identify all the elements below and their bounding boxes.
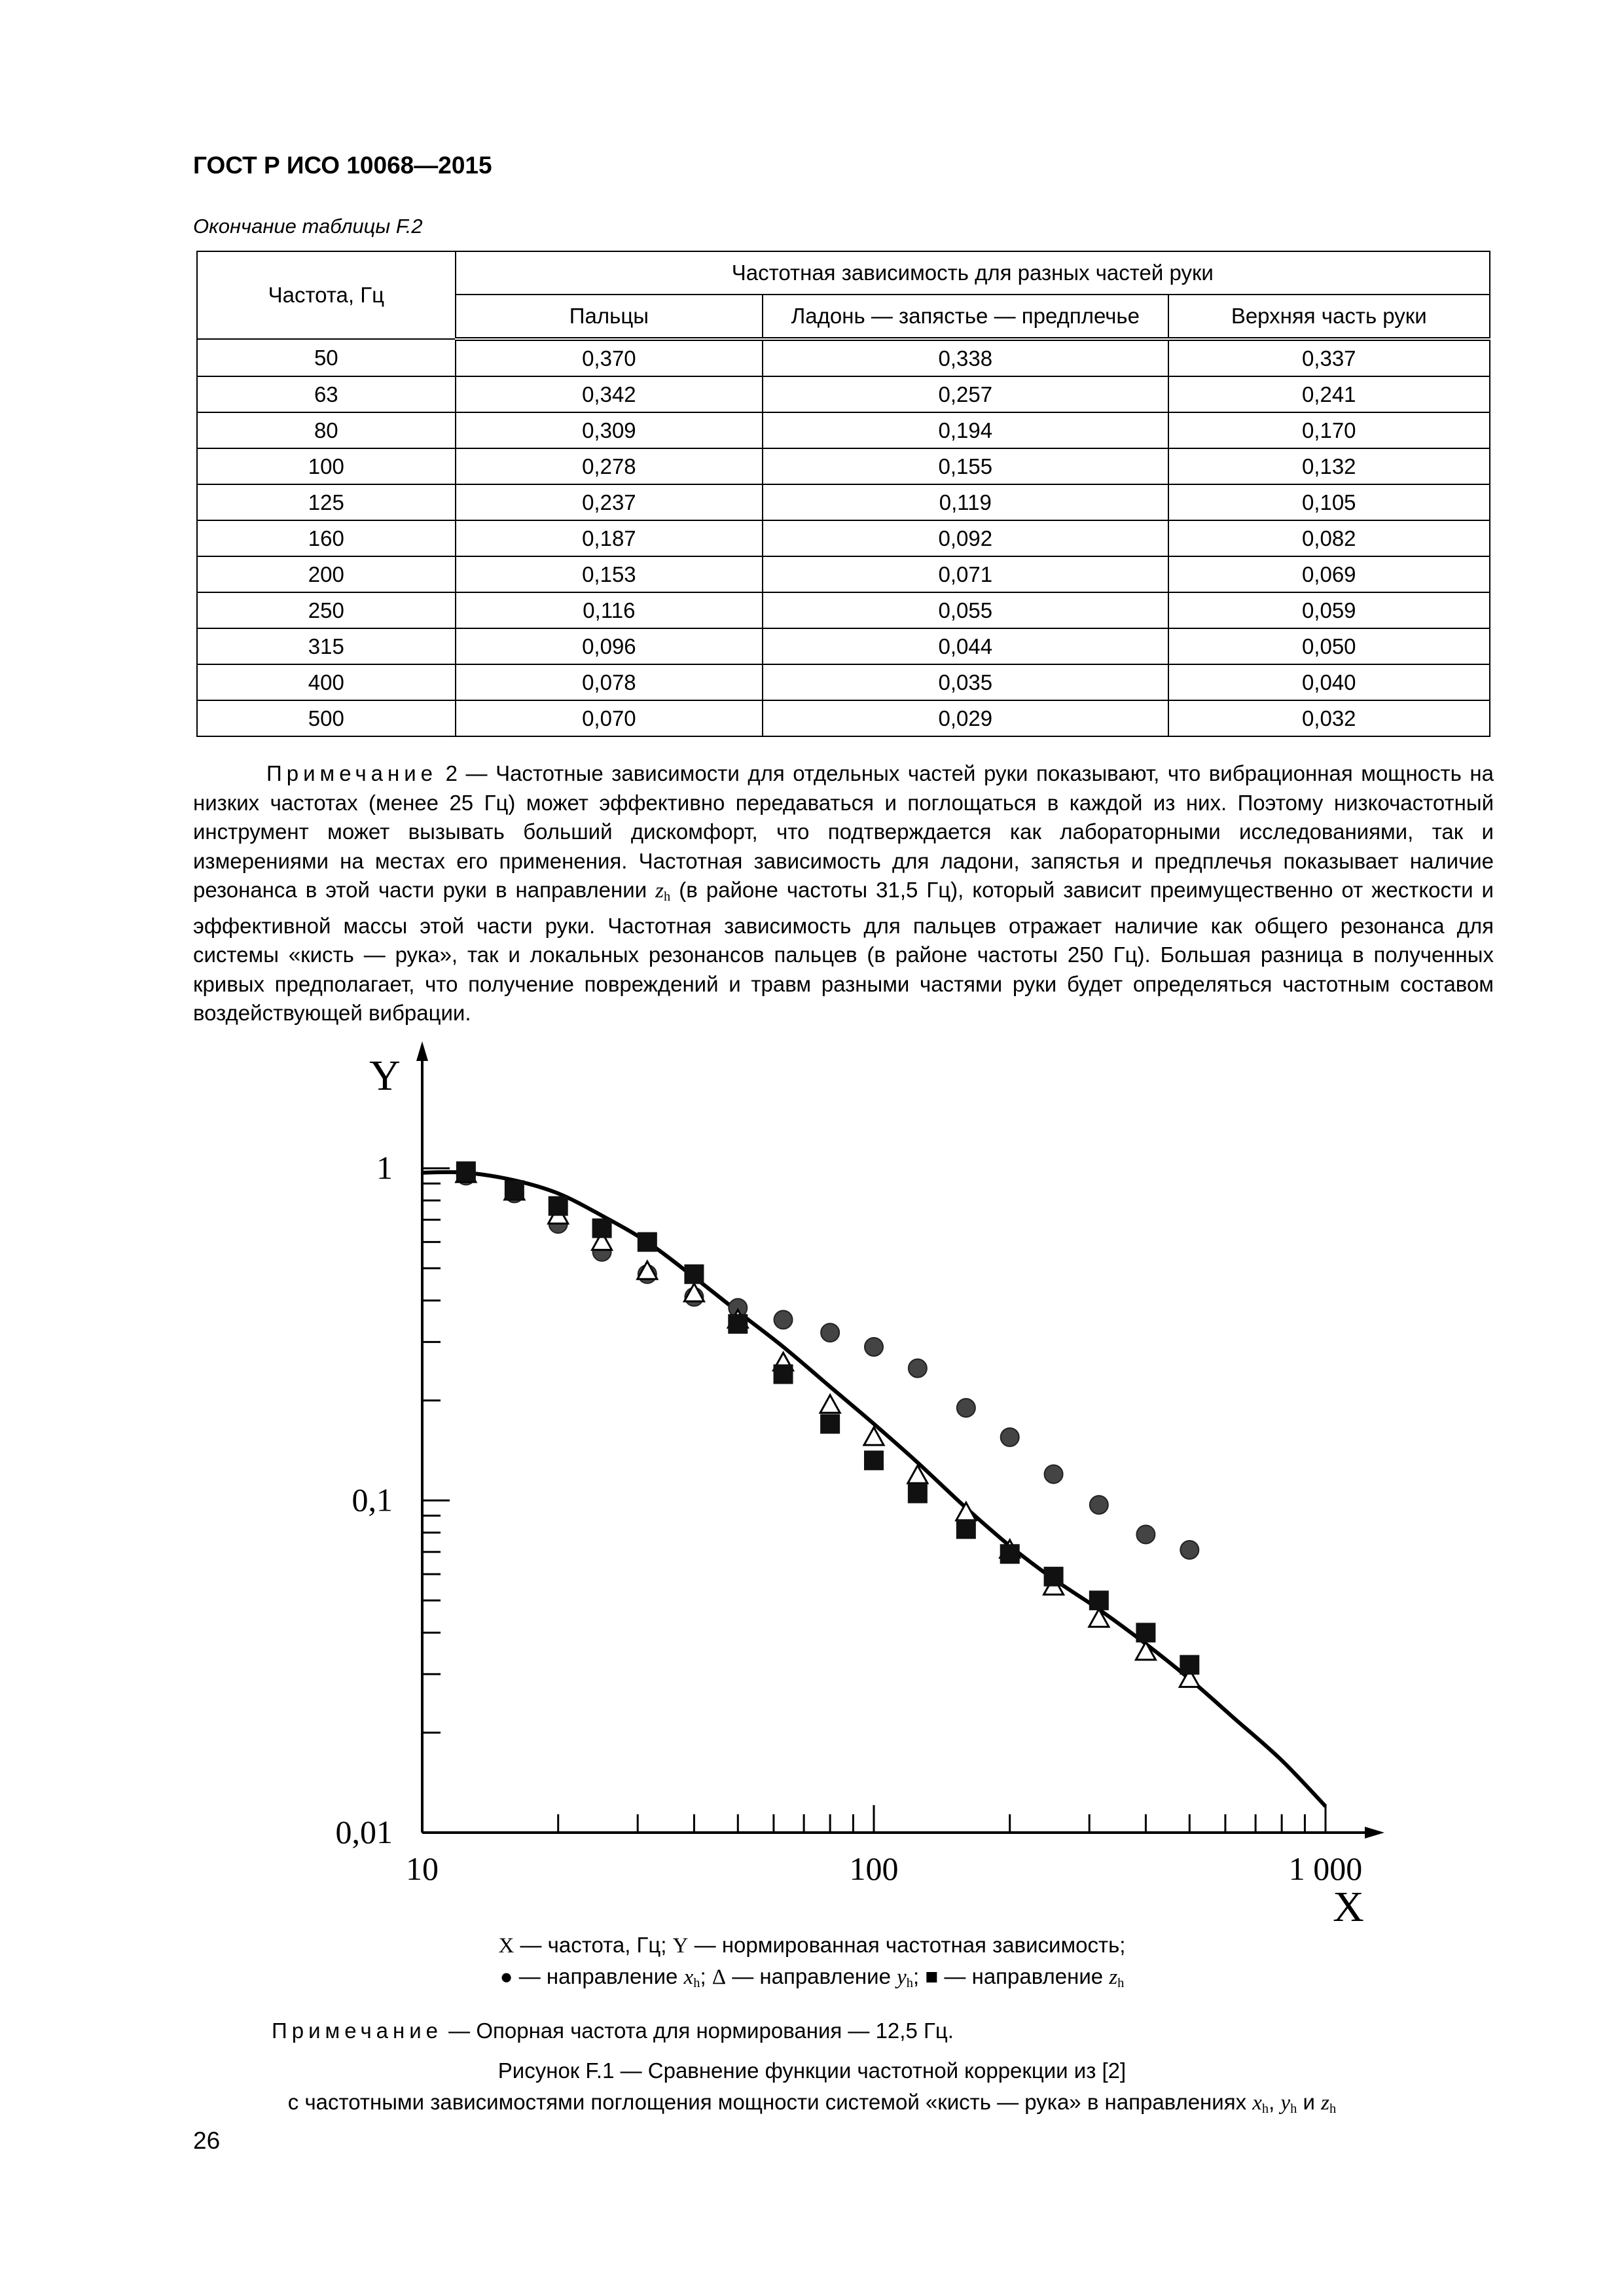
cell-upper-arm: 0,032 xyxy=(1168,700,1490,736)
cell-palm: 0,092 xyxy=(763,520,1168,556)
table-row xyxy=(197,448,1490,484)
point-zh xyxy=(864,1450,884,1470)
point-yh xyxy=(1089,1609,1109,1626)
x-tick-label: 10 xyxy=(406,1850,439,1887)
cell-palm: 0,338 xyxy=(763,339,1168,376)
point-xh xyxy=(821,1323,839,1342)
table-row xyxy=(197,664,1490,700)
cell-upper-arm: 0,050 xyxy=(1168,628,1490,664)
cell-frequency: 200 xyxy=(197,556,456,592)
point-xh xyxy=(1180,1541,1199,1559)
point-zh xyxy=(592,1219,612,1238)
caption-x-sub: h xyxy=(1261,2102,1269,2117)
header-palm: Ладонь — запястье — предплечье xyxy=(763,295,1168,339)
y-tick-label: 1 xyxy=(376,1149,393,1186)
legend-triangle-text: — направление xyxy=(726,1964,897,1988)
point-zh xyxy=(728,1314,748,1334)
cell-upper-arm: 0,105 xyxy=(1168,484,1490,520)
point-zh xyxy=(956,1519,976,1539)
table-row xyxy=(197,628,1490,664)
point-zh xyxy=(505,1180,524,1200)
table-row xyxy=(197,339,1490,376)
caption-y-sub: h xyxy=(1290,2102,1297,2117)
point-zh xyxy=(1136,1623,1155,1642)
note-symbol: z xyxy=(655,879,664,903)
cell-palm: 0,035 xyxy=(763,664,1168,700)
cell-palm: 0,155 xyxy=(763,448,1168,484)
legend-y-letter: y xyxy=(897,1965,907,1989)
document-header: ГОСТ Р ИСО 10068—2015 xyxy=(193,152,492,179)
y-axis-letter: Y xyxy=(369,1052,401,1100)
cell-upper-arm: 0,170 xyxy=(1168,412,1490,448)
legend-y-text: — нормированная частотная зависимость; xyxy=(688,1933,1126,1957)
cell-fingers: 0,153 xyxy=(456,556,763,592)
table-row xyxy=(197,412,1490,448)
figure-caption-line-2 xyxy=(0,2090,1624,2117)
legend-line-2 xyxy=(0,1964,1624,1991)
table-row xyxy=(197,700,1490,736)
cell-frequency: 100 xyxy=(197,448,456,484)
cell-fingers: 0,237 xyxy=(456,484,763,520)
legend-square-symbol: ■ xyxy=(925,1964,939,1988)
cell-fingers: 0,187 xyxy=(456,520,763,556)
cell-fingers: 0,278 xyxy=(456,448,763,484)
note-text-part1: 2 — Частотные зависимости для отдельных частей руки показывают, что вибрационная мощность на низких частотах (менее 25 Гц) может эффективно передаваться и поглощаться в каждой из них. Поэтому низкочастотный инструмент может вызывать больший дискомфорт, что подтверждается как лабораторными исследованиями, так и измерениями на местах его применения. Частотная зависимость для ладони, запястья и предплечья показывает наличие резонанса в этой части руки в направлении xyxy=(193,761,1494,902)
point-xh xyxy=(957,1399,975,1417)
legend-line-1 xyxy=(0,1933,1624,1958)
point-xh xyxy=(865,1338,883,1356)
cell-fingers: 0,116 xyxy=(456,592,763,628)
page-number: 26 xyxy=(193,2127,221,2154)
y-tick-label: 0,01 xyxy=(335,1814,393,1850)
cell-frequency: 315 xyxy=(197,628,456,664)
caption-comma: , xyxy=(1269,2090,1281,2114)
table-row xyxy=(197,556,1490,592)
cell-upper-arm: 0,132 xyxy=(1168,448,1490,484)
chart-points xyxy=(456,1161,1199,1687)
caption-z-letter: z xyxy=(1321,2091,1329,2115)
table-row xyxy=(197,520,1490,556)
cell-palm: 0,044 xyxy=(763,628,1168,664)
legend-x-symbol: X xyxy=(498,1934,514,1958)
table-row xyxy=(197,592,1490,628)
cell-fingers: 0,309 xyxy=(456,412,763,448)
point-xh xyxy=(1136,1525,1155,1543)
y-tick-label: 0,1 xyxy=(352,1481,393,1518)
note-symbol-sub: h xyxy=(664,889,671,905)
point-xh xyxy=(774,1310,793,1329)
frequency-table xyxy=(196,251,1490,737)
chart-ticks xyxy=(422,1168,1326,1833)
point-zh xyxy=(1000,1544,1020,1564)
figure-note-label: Примечание xyxy=(272,2018,443,2043)
cell-frequency: 125 xyxy=(197,484,456,520)
x-axis-letter: X xyxy=(1333,1883,1364,1928)
x-tick-label: 100 xyxy=(849,1850,899,1887)
cell-palm: 0,071 xyxy=(763,556,1168,592)
point-zh xyxy=(638,1232,657,1252)
cell-fingers: 0,070 xyxy=(456,700,763,736)
legend-y-sub: h xyxy=(906,1976,913,1991)
table-row xyxy=(197,484,1490,520)
table-caption: Окончание таблицы F.2 xyxy=(193,215,423,238)
legend-x-letter: x xyxy=(683,1965,694,1989)
cell-frequency: 500 xyxy=(197,700,456,736)
cell-palm: 0,194 xyxy=(763,412,1168,448)
cell-palm: 0,029 xyxy=(763,700,1168,736)
caption-x-letter: x xyxy=(1252,2091,1262,2115)
header-frequency: Частота, Гц xyxy=(197,251,456,339)
cell-palm: 0,055 xyxy=(763,592,1168,628)
cell-palm: 0,119 xyxy=(763,484,1168,520)
x-axis-arrow xyxy=(1365,1827,1384,1839)
cell-frequency: 250 xyxy=(197,592,456,628)
note-2 xyxy=(193,759,1494,1028)
legend-circle-symbol: ● xyxy=(499,1964,513,1988)
legend-circle-text: — направление xyxy=(513,1964,684,1988)
point-xh xyxy=(909,1359,927,1378)
legend-x-text: — частота, Гц; xyxy=(514,1933,673,1957)
point-zh xyxy=(1180,1655,1199,1675)
point-zh xyxy=(684,1265,704,1284)
header-upper-arm: Верхняя часть руки xyxy=(1168,295,1490,339)
point-zh xyxy=(549,1196,568,1216)
cell-fingers: 0,096 xyxy=(456,628,763,664)
table-row xyxy=(197,376,1490,412)
legend-z-sub: h xyxy=(1117,1976,1125,1991)
figure-caption-text: с частотными зависимостями поглощения мощности системой «кисть — рука» в направлениях xyxy=(287,2090,1253,2114)
caption-and: и xyxy=(1297,2090,1322,2114)
cell-upper-arm: 0,337 xyxy=(1168,339,1490,376)
figure-note xyxy=(272,2018,954,2043)
caption-y-letter: y xyxy=(1280,2091,1291,2115)
header-group: Частотная зависимость для разных частей руки xyxy=(456,251,1490,295)
chart-axes xyxy=(416,1041,1384,1839)
point-zh xyxy=(774,1365,793,1384)
cell-frequency: 160 xyxy=(197,520,456,556)
legend-z-letter: z xyxy=(1109,1965,1118,1989)
point-xh xyxy=(1090,1496,1108,1514)
legend-sep-2: ; xyxy=(912,1964,926,1988)
point-zh xyxy=(456,1161,476,1181)
x-tick-label: 1 000 xyxy=(1288,1850,1363,1887)
point-zh xyxy=(1089,1590,1109,1610)
figure-caption-line-1: Рисунок F.1 — Сравнение функции частотной коррекции из [2] xyxy=(497,2058,1127,2083)
point-xh xyxy=(1045,1465,1063,1483)
cell-upper-arm: 0,059 xyxy=(1168,592,1490,628)
chart-labels xyxy=(336,1052,1364,1928)
cell-upper-arm: 0,069 xyxy=(1168,556,1490,592)
cell-frequency: 50 xyxy=(197,339,456,376)
cell-palm: 0,257 xyxy=(763,376,1168,412)
legend-sep-1: ; xyxy=(700,1964,712,1988)
cell-upper-arm: 0,082 xyxy=(1168,520,1490,556)
point-xh xyxy=(1001,1428,1019,1446)
header-fingers: Пальцы xyxy=(456,295,763,339)
cell-frequency: 80 xyxy=(197,412,456,448)
cell-frequency: 63 xyxy=(197,376,456,412)
caption-z-sub: h xyxy=(1329,2102,1337,2117)
note-label: Примечание xyxy=(266,761,438,785)
point-zh xyxy=(820,1414,840,1434)
point-zh xyxy=(908,1484,928,1503)
legend-triangle-symbol: Δ xyxy=(712,1965,727,1989)
table-body xyxy=(197,339,1490,736)
point-zh xyxy=(1044,1567,1064,1587)
legend-square-text: — направление xyxy=(938,1964,1110,1988)
cell-fingers: 0,078 xyxy=(456,664,763,700)
reference-curve-group xyxy=(422,1172,1326,1806)
legend-x-sub: h xyxy=(693,1976,700,1991)
cell-upper-arm: 0,040 xyxy=(1168,664,1490,700)
note-text-part2: (в районе частоты 31,5 Гц), который зависит преимущественно от жесткости и эффективной массы этой части руки. Частотная зависимость для пальцев отражает наличие как общего резонанса для системы «кисть — рука», так и локальных резонансов пальцев (в районе частоты 250 Гц). Большая разница в полученных кривых предполагает, что получение повреждений и травм разными частями руки будет определяться частотным составом воздействующей вибрации. xyxy=(193,878,1494,1026)
cell-fingers: 0,342 xyxy=(456,376,763,412)
frequency-chart xyxy=(288,1037,1401,1928)
y-axis-arrow xyxy=(416,1041,428,1061)
reference-curve xyxy=(422,1172,1326,1806)
cell-upper-arm: 0,241 xyxy=(1168,376,1490,412)
figure-note-text: — Опорная частота для нормирования — 12,5 Гц. xyxy=(442,2018,954,2043)
cell-frequency: 400 xyxy=(197,664,456,700)
cell-fingers: 0,370 xyxy=(456,339,763,376)
point-yh xyxy=(820,1395,840,1412)
legend-y-symbol: Y xyxy=(672,1934,689,1958)
